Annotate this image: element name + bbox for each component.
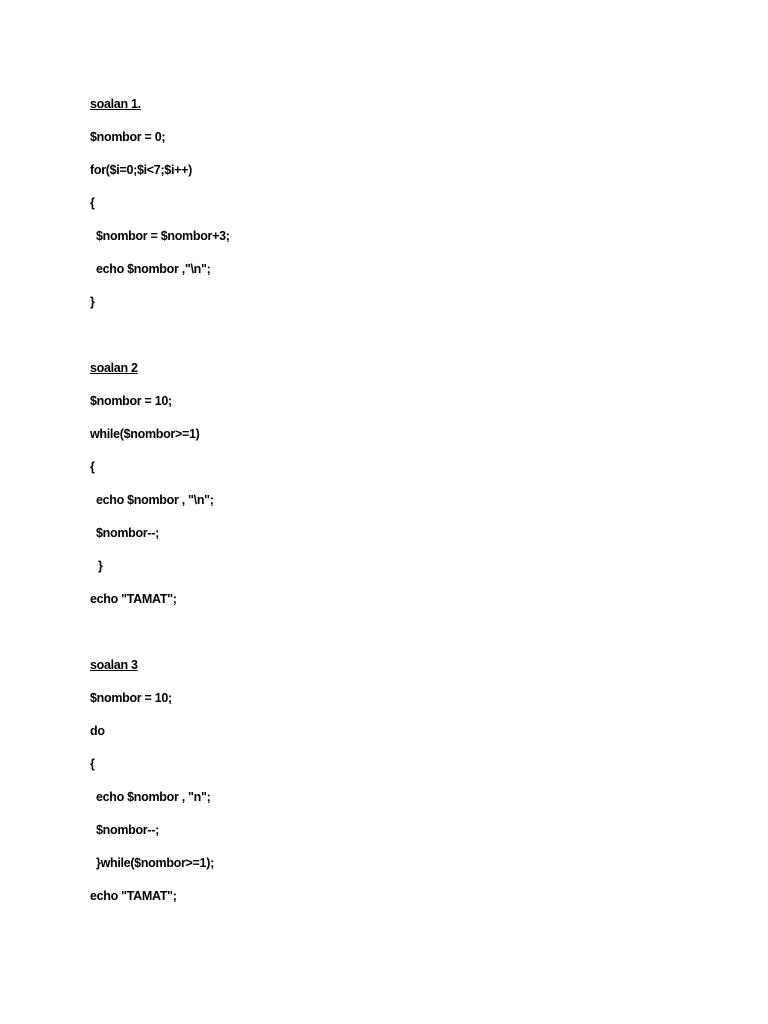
code-line: $nombor = 10; [90, 394, 172, 408]
code-line: } [90, 295, 95, 309]
code-line: $nombor--; [96, 526, 159, 540]
code-line: { [90, 757, 95, 771]
code-line: echo $nombor , "\n"; [96, 493, 214, 507]
code-line: $nombor = 0; [90, 130, 166, 144]
code-line: { [90, 196, 95, 210]
question-1-heading: soalan 1. [90, 97, 141, 111]
code-line: while($nombor>=1) [90, 427, 200, 441]
question-3-heading: soalan 3 [90, 658, 138, 672]
code-line: }while($nombor>=1); [96, 856, 214, 870]
question-3-section [90, 649, 710, 913]
document-page [90, 88, 710, 913]
question-1-section [90, 88, 710, 319]
question-2-section [90, 352, 710, 616]
code-line: $nombor = $nombor+3; [96, 229, 230, 243]
code-line: { [90, 460, 95, 474]
code-line: echo "TAMAT"; [90, 889, 177, 903]
question-2-heading: soalan 2 [90, 361, 138, 375]
code-line: } [98, 559, 103, 573]
code-line: echo $nombor ,"\n"; [96, 262, 211, 276]
code-line: do [90, 724, 105, 738]
code-line: $nombor--; [96, 823, 159, 837]
code-line: for($i=0;$i<7;$i++) [90, 163, 192, 177]
code-line: echo "TAMAT"; [90, 592, 177, 606]
code-line: $nombor = 10; [90, 691, 172, 705]
code-line: echo $nombor , "n"; [96, 790, 211, 804]
